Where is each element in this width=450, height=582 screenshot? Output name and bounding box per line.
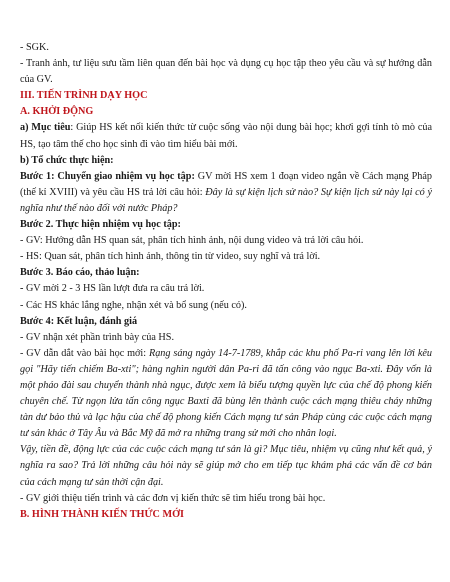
step1-paragraph — [20, 169, 432, 217]
step1-question: Đây là sự kiện lịch sử nào? Sự kiện lịch sử này lại có ý nghĩa như thế nào đối với nước Pháp? — [20, 186, 432, 214]
goal-text: : Giúp HS kết nối kiến thức từ cuộc sống vào nội dung bài học; khơi gợi tính tò mò của HS, tạo tâm thế cho học sinh đi vào tìm hiểu bài mới. — [20, 122, 432, 150]
section-heading-new-knowledge: B. HÌNH THÀNH KIẾN THỨC MỚI — [20, 508, 184, 520]
material-images: - Tranh ảnh, tư liệu sưu tầm liên quan đến bài học và dụng cụ học tập theo yêu cầu và sự hướng dẫn của GV. — [20, 58, 432, 86]
step4-intro: - GV dẫn dắt vào bài học mới: — [20, 347, 149, 359]
step3-teacher-text: GV mời 2 - 3 HS lần lượt đưa ra câu trả lời. — [25, 283, 205, 295]
step2-teacher: - GV: Hướng dẫn HS quan sát, phân tích hình ảnh, nội dung video và trả lời câu hỏi. — [20, 235, 364, 247]
step4-lead-in — [20, 346, 432, 443]
step3-label: Bước 3. Báo cáo, thảo luận: — [20, 267, 140, 279]
step4-quote: Rạng sáng ngày 14-7-1789, khắp các khu phố Pa-ri vang lên lời kêu gọi "Hãy tiến chiếm Ba-xti"; hàng nghìn người dân Pa-ri đã tấn công vào ngục Ba-xti. Đây vốn là một pháo đài sau chuyển thành nhà ngục, được xem là biểu tượng quyền lực của chế độ phong kiến chuyên chế. Từ ngọn lửa tấn công ngục Baxti đã bùng lên thành cuộc cách mạng thiêu cháy những tàn dư bảo thủ và lạc hậu của chế độ phong kiến Cách mạng tư sản Pháp cùng các cuộc cách mạng tư sản khác ở Tây Âu và Bắc Mỹ đã mở ra những trang sử mới cho nhân loại. — [20, 347, 432, 440]
step4-outro: - GV giới thiệu tiến trình và các đơn vị kiến thức sẽ tìm hiểu trong bài học. — [20, 492, 326, 504]
section-heading-teaching-process: III. TIẾN TRÌNH DẠY HỌC — [20, 90, 148, 102]
step2-students: - HS: Quan sát, phân tích hình ảnh, thông tin từ video, suy nghĩ và trả lời. — [20, 251, 321, 263]
organization-label: b) Tổ chức thực hiện: — [20, 154, 114, 166]
section-heading-warmup: A. KHỞI ĐỘNG — [20, 106, 94, 118]
material-textbook: - SGK. — [20, 42, 49, 53]
step4-questions: Vậy, tiền đề, động lực của các cuộc cách mạng tư sản là gì? Mục tiêu, nhiệm vụ cũng như kết quả, ý nghĩa ra sao? Trả lời những câu hỏi này sẽ giúp mở cho em tiếp tục khám phá các vấn đề cơ bản của cách mạng tư sản thời cận đại. — [20, 444, 432, 488]
step4-label: Bước 4: Kết luận, đánh giá — [20, 315, 138, 327]
step3-dash: - — [20, 283, 26, 295]
step2-label: Bước 2. Thực hiện nhiệm vụ học tập: — [20, 219, 181, 231]
step4-review: - GV nhận xét phần trình bày của HS. — [20, 331, 175, 343]
step1-text: GV mời HS xem 1 đoạn video ngắn về Cách mạng Pháp (thế kỉ XVIII) và yêu cầu HS trả lời câu hỏi: — [20, 170, 432, 198]
step3-teacher — [20, 281, 432, 297]
goal-paragraph — [20, 120, 432, 152]
lesson-plan-page — [20, 40, 432, 523]
step3-students: - Các HS khác lắng nghe, nhận xét và bổ sung (nếu có). — [20, 299, 247, 311]
goal-label: a) Mục tiêu — [20, 122, 71, 134]
step1-label: Bước 1: Chuyển giao nhiệm vụ học tập: — [20, 170, 195, 182]
